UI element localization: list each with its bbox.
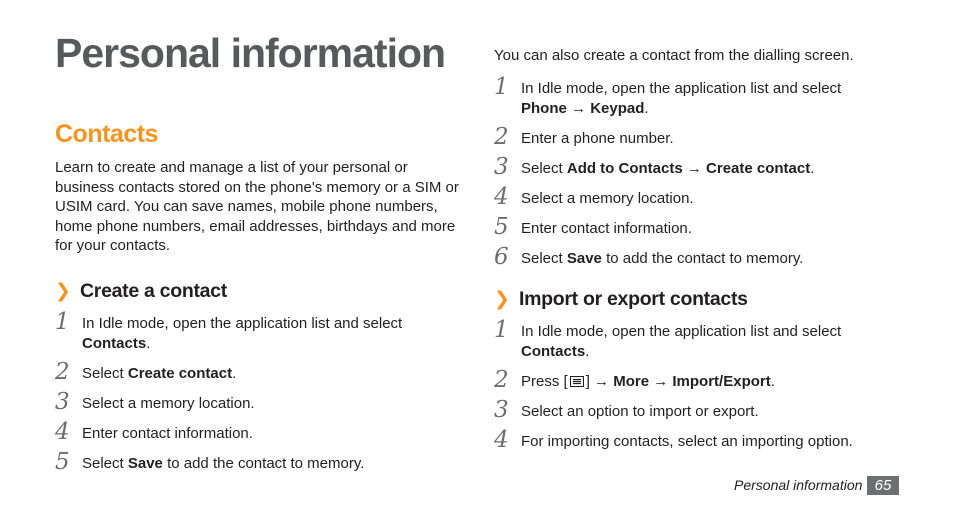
step-text: . [232,365,237,382]
page-title: Personal information [55,30,446,76]
step-text: to add the contact to memory. [162,455,365,472]
step-text: . [770,373,775,390]
subheading-create-contact [55,280,227,303]
step-bold: Save [566,250,602,267]
step [494,367,914,402]
step-text: Enter a phone number. [521,130,674,147]
step-number: 1 [494,74,509,100]
menu-key-icon [570,376,584,387]
step-bold: More [613,373,650,390]
subheading-label: Create a contact [80,280,227,302]
step-text: ] → [585,373,614,390]
step [494,124,894,159]
step-text: to add the contact to memory. [601,250,804,267]
step-bold: Save [127,455,163,472]
dialling-lead: You can also create a contact from the dialling screen. [494,47,854,64]
step-text: . [585,343,590,360]
create-contact-steps [55,309,455,484]
footer-section-label: Personal information [734,477,863,493]
import-export-steps [494,317,914,462]
step-text: Select [521,160,567,177]
step-arrow: → [682,160,707,177]
step-text: Select [82,365,128,382]
step [55,389,455,424]
step [494,317,914,372]
step-text: Select a memory location. [82,395,255,412]
step-arrow: → [649,373,673,390]
step-bold: Create contact [706,160,811,177]
step [494,74,894,129]
step-text: . [146,335,151,352]
step-number: 3 [55,389,70,415]
step-number: 4 [494,427,509,453]
step-bold: Phone [521,100,567,117]
step-number: 3 [494,154,509,180]
step-number: 2 [55,359,70,385]
step-bold: Keypad [590,100,645,117]
section-title-contacts: Contacts [55,120,158,148]
step-bold: Contacts [521,343,586,360]
step-bold: Import/Export [672,373,771,390]
step-bold: Contacts [82,335,147,352]
step-number: 5 [55,449,70,475]
step-bold: Add to Contacts [566,160,683,177]
chevron-right-icon: ❯ [494,289,510,310]
page-number: 65 [867,476,899,495]
step-text: In Idle mode, open the application list and select [521,80,842,97]
subheading-import-export [494,288,748,311]
step [494,214,894,249]
step-text: . [810,160,815,177]
step-number: 2 [494,124,509,150]
step-number: 5 [494,214,509,240]
step [494,184,894,219]
step-number: 2 [494,367,509,393]
step [494,397,914,432]
step-text: . [644,100,649,117]
chevron-right-icon: ❯ [55,281,71,302]
step [55,419,455,454]
step [55,449,455,484]
step-number: 1 [55,309,70,335]
subheading-label: Import or export contacts [519,288,748,310]
step-text: For importing contacts, select an importing option. [521,433,853,450]
step-text: Select an option to import or export. [521,403,759,420]
step-text: Enter contact information. [521,220,692,237]
step-number: 4 [494,184,509,210]
step-text: Select [521,250,567,267]
step-text: In Idle mode, open the application list and select [82,315,403,332]
step-number: 4 [55,419,70,445]
step-text: Select a memory location. [521,190,694,207]
step-number: 1 [494,317,509,343]
step [55,309,455,364]
step [55,359,455,394]
step [494,244,894,279]
step-arrow: → [566,100,591,117]
step-number: 3 [494,397,509,423]
contacts-intro: Learn to create and manage a list of your personal or business contacts stored on the phone's memory or a SIM or USIM card. You can save names, mobile phone numbers, home phone numbers, email addresses, birthdays and more for your contacts. [55,159,459,255]
step-bold: Create contact [127,365,233,382]
step [494,427,914,462]
dialling-steps [494,74,894,279]
step-text: Press [ [521,373,568,390]
step-text: Enter contact information. [82,425,253,442]
step-number: 6 [494,244,509,270]
step [494,154,894,189]
step-text: Select [82,455,128,472]
step-text: In Idle mode, open the application list and select [521,323,842,340]
